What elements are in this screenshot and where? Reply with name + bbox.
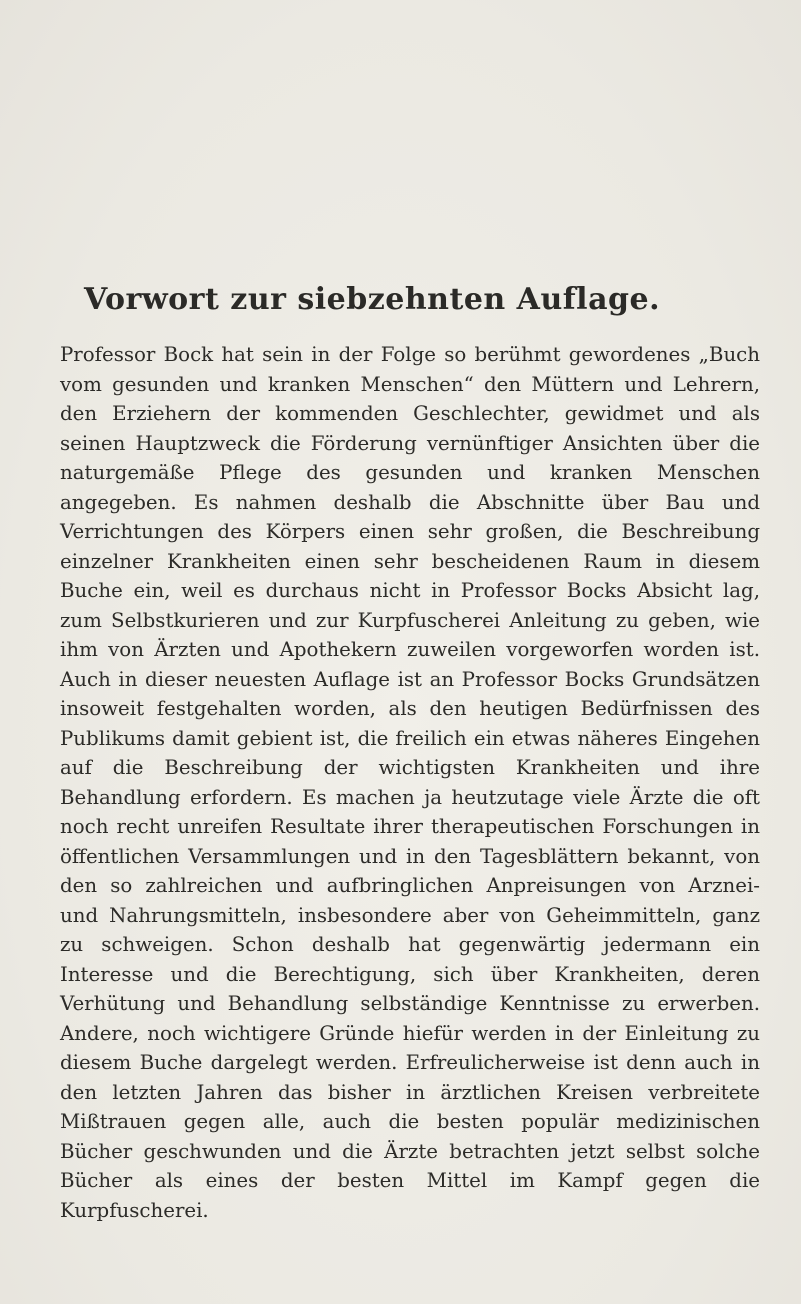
- page-heading: Vorwort zur siebzehnten Auflage.: [84, 282, 661, 318]
- body-paragraph: Professor Bock hat sein in der Folge so berühmt gewordenes „Buch vom gesunden und kranken Menschen“ den Müttern und Lehrern, den Erziehern der kommenden Geschlechter, gewidmet und als seinen Hauptzweck die Förderung vernünftiger Ansichten über die naturgemäße Pflege des gesunden und kranken Menschen angegeben. Es nahmen deshalb die Abschnitte über Bau und Verrichtungen des Körpers einen sehr großen, die Beschreibung einzelner Krankheiten einen sehr bescheidenen Raum in diesem Buche ein, weil es durchaus nicht in Professor Bocks Absicht lag, zum Selbstkurieren und zur Kurpfuscherei Anleitung zu geben, wie ihm von Ärzten und Apothekern zuweilen vorgeworfen worden ist. Auch in dieser neuesten Auflage ist an Professor Bocks Grundsätzen insoweit festgehalten worden, als den heutigen Bedürfnissen des Publikums damit gebient ist, die freilich ein etwas näheres Eingehen auf die Beschreibung der wichtigsten Krankheiten und ihre Behandlung erfordern. Es machen ja heutzutage viele Ärzte die oft noch recht unreifen Resultate ihrer therapeutischen Forschungen in öffentlichen Versammlungen und in den Tagesblättern bekannt, von den so zahlreichen und aufbringlichen Anpreisungen von Arznei- und Nahrungsmitteln, insbesondere aber von Geheimmitteln, ganz zu schweigen. Schon deshalb hat gegenwärtig jedermann ein Interesse und die Berechtigung, sich über Krankheiten, deren Verhütung und Behandlung selbständige Kenntnisse zu erwerben. Andere, noch wichtigere Gründe hiefür werden in der Einleitung zu diesem Buche dargelegt werden. Erfreulicherweise ist denn auch in den letzten Jahren das bisher in ärztlichen Kreisen verbreitete Mißtrauen gegen alle, auch die besten populär medizinischen Bücher geschwunden und die Ärzte betrachten jetzt selbst solche Bücher als eines der besten Mittel im Kampf gegen die Kurpfuscherei.: [60, 343, 760, 1222]
